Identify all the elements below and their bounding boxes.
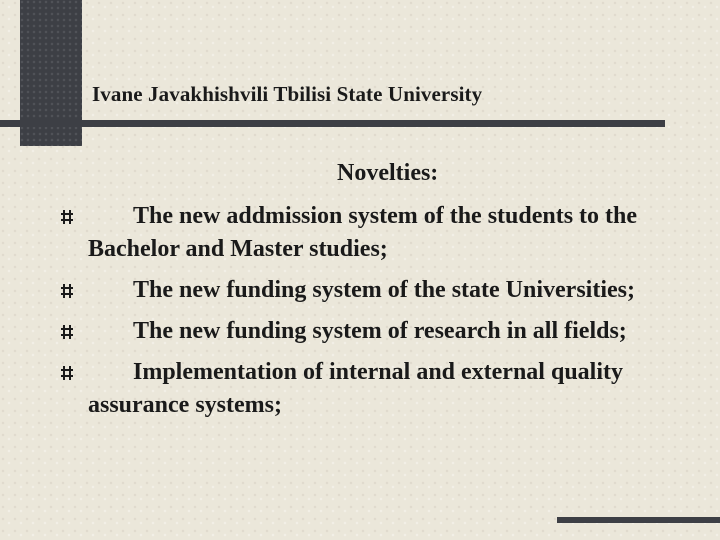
slide-heading: Novelties: [337,160,439,186]
slide-header-title: Ivane Javakhishvili Tbilisi State University [92,82,483,106]
footer-rule [557,517,720,523]
hash-bullet-icon [60,365,74,381]
hash-bullet-icon [60,209,74,225]
hash-bullet-icon [60,283,74,299]
hash-bullet-icon [60,324,74,340]
bullet-text: The new funding system of the state Universities; [133,277,635,303]
bullet-text: The new funding system of research in all fields; [133,318,627,344]
bullet-text: The new addmission system of the students to the Bachelor and Master studies; [88,203,638,262]
bullet-item [60,200,660,266]
bullet-item [60,274,660,307]
header-rule [0,120,665,127]
bullet-list [60,200,660,430]
bullet-text: Implementation of internal and external quality assurance systems; [88,359,623,418]
bullet-item [60,315,660,348]
bullet-item [60,356,660,422]
